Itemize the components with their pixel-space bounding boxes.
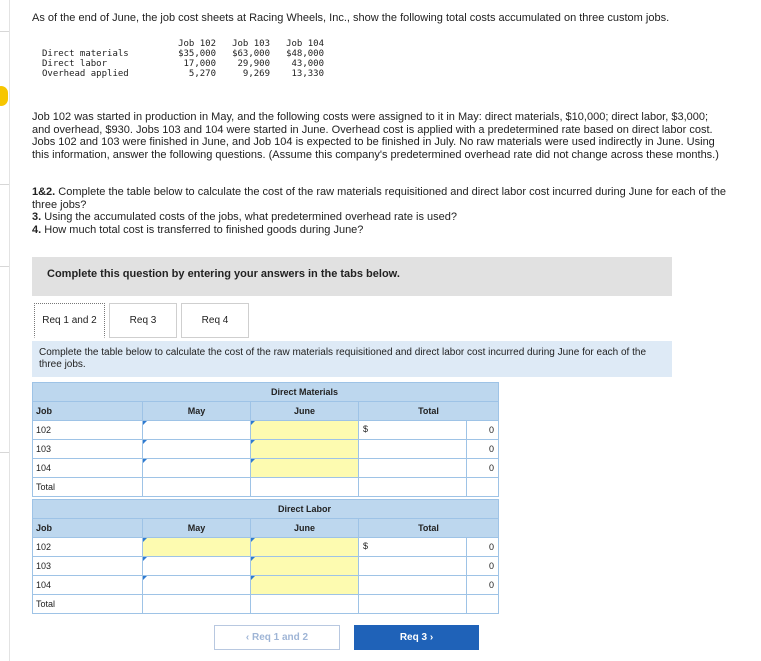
cost-col-header: Job 104 <box>286 39 324 49</box>
chevron-right-icon: › <box>429 632 434 643</box>
total-cell <box>359 576 467 595</box>
col-header-job: Job <box>33 519 143 538</box>
may-input[interactable] <box>143 459 251 478</box>
cost-value: $35,000 <box>178 49 216 59</box>
cost-col-header: Job 102 <box>178 39 216 49</box>
cost-table-row <box>42 59 324 69</box>
section-header-row <box>33 500 499 519</box>
total-value: 0 <box>467 440 499 459</box>
col-header-june: June <box>251 519 359 538</box>
column-header-row <box>33 402 499 421</box>
cost-value: 5,270 <box>188 69 216 79</box>
cost-row-label: Direct labor <box>42 59 108 69</box>
dollar-sign: $ <box>363 424 369 434</box>
total-value <box>467 595 499 614</box>
cost-table-header-row <box>42 39 324 49</box>
total-value: 0 <box>467 538 499 557</box>
table-row <box>33 459 499 478</box>
col-header-may: May <box>143 402 251 421</box>
cost-value: 13,330 <box>291 69 324 79</box>
direct-labor-table <box>32 499 499 614</box>
tab-instruction-box <box>32 341 672 377</box>
cost-row-label: Direct materials <box>42 49 129 59</box>
job-label: 103 <box>33 557 143 576</box>
june-input[interactable] <box>251 440 359 459</box>
total-value: 0 <box>467 459 499 478</box>
total-cell <box>359 421 467 440</box>
col-header-june: June <box>251 402 359 421</box>
tab-req-1-and-2[interactable]: Req 1 and 2 <box>34 303 105 338</box>
june-total <box>251 595 359 614</box>
section-title: Direct Labor <box>143 500 467 519</box>
col-header-may: May <box>143 519 251 538</box>
may-input[interactable] <box>143 421 251 440</box>
total-value: 0 <box>467 576 499 595</box>
cost-value: $48,000 <box>286 49 324 59</box>
table-row <box>33 440 499 459</box>
table-row <box>33 576 499 595</box>
question-4: 4. How much total cost is transferred to finished goods during June? <box>32 223 364 236</box>
question-3: 3. Using the accumulated costs of the jobs, what predetermined overhead rate is used? <box>32 211 457 223</box>
may-total <box>143 478 251 497</box>
cost-value: 29,900 <box>237 59 270 69</box>
total-cell <box>359 459 467 478</box>
questions-block <box>32 186 727 236</box>
job-label: Total <box>33 478 143 497</box>
cost-col-header: Job 103 <box>232 39 270 49</box>
margin-tick <box>0 184 9 185</box>
table-row <box>33 557 499 576</box>
section-header-row <box>33 383 499 402</box>
section-title: Direct Materials <box>143 383 467 402</box>
problem-paragraph: Job 102 was started in production in May, and the following costs were assigned to it in May: direct materials, $10,000; direct labor, $3,000; and overhead, $930. Jobs 103 and 104 were started in June. Overhead cost is applied with a predetermined rate based on direct labor cost. Jobs 102 and 103 were finished in June, and Job 104 is expected to be finished in July. No raw materials were used indirectly in June. Using this information, answer the following questions. (Assume this company's predetermined overhead rate did not change across these months.) <box>32 111 719 161</box>
may-input[interactable] <box>143 440 251 459</box>
job-label: 102 <box>33 421 143 440</box>
june-input[interactable] <box>251 576 359 595</box>
chevron-left-icon: ‹ <box>245 632 250 643</box>
instructions-banner <box>32 257 672 296</box>
column-header-row <box>33 519 499 538</box>
cost-table-row <box>42 49 324 59</box>
june-input[interactable] <box>251 538 359 557</box>
total-cell <box>359 595 467 614</box>
table-row <box>33 421 499 440</box>
tab-req-4[interactable]: Req 4 <box>181 303 249 338</box>
next-button[interactable] <box>354 625 479 650</box>
june-input[interactable] <box>251 557 359 576</box>
may-input[interactable] <box>143 538 251 557</box>
june-input[interactable] <box>251 421 359 440</box>
table-total-row <box>33 478 499 497</box>
tab-req-3[interactable]: Req 3 <box>109 303 177 338</box>
total-value <box>467 478 499 497</box>
margin-tick <box>0 31 9 32</box>
total-value: 0 <box>467 421 499 440</box>
prev-button-label: Req 1 and 2 <box>251 632 309 643</box>
total-value: 0 <box>467 557 499 576</box>
cost-value: 43,000 <box>291 59 324 69</box>
banner-text: Complete this question by entering your answers in the tabs below. <box>47 268 400 280</box>
total-cell <box>359 538 467 557</box>
tab-instruction-text: Complete the table below to calculate the cost of the raw materials requisitioned and direct labor cost incurred during June for each of the three jobs. <box>39 347 647 370</box>
cost-value: $63,000 <box>232 49 270 59</box>
job-label: 104 <box>33 459 143 478</box>
cost-value: 9,269 <box>242 69 270 79</box>
margin-tick <box>0 266 9 267</box>
total-cell <box>359 557 467 576</box>
table-row <box>33 538 499 557</box>
cost-table-row <box>42 69 324 79</box>
june-total <box>251 478 359 497</box>
direct-materials-table <box>32 382 499 497</box>
job-label: Total <box>33 595 143 614</box>
prev-button[interactable] <box>214 625 340 650</box>
cost-value: 17,000 <box>183 59 216 69</box>
job-label: 104 <box>33 576 143 595</box>
may-input[interactable] <box>143 557 251 576</box>
col-header-job: Job <box>33 402 143 421</box>
intro-text: As of the end of June, the job cost sheets at Racing Wheels, Inc., show the following total costs accumulated on three custom jobs. <box>32 12 670 24</box>
col-header-total: Total <box>359 402 499 421</box>
table-total-row <box>33 595 499 614</box>
job-label: 102 <box>33 538 143 557</box>
next-button-label: Req 3 <box>399 632 428 643</box>
job-label: 103 <box>33 440 143 459</box>
total-cell <box>359 478 467 497</box>
may-total <box>143 595 251 614</box>
total-cell <box>359 440 467 459</box>
june-input[interactable] <box>251 459 359 478</box>
may-input[interactable] <box>143 576 251 595</box>
job-cost-summary-table <box>42 39 324 79</box>
question-1-2: 1&2. Complete the table below to calculate the cost of the raw materials requisitioned and direct labor cost incurred during June for each of the three jobs? <box>32 186 727 211</box>
dollar-sign: $ <box>363 541 369 551</box>
cost-row-label: Overhead applied <box>42 69 129 79</box>
col-header-total: Total <box>359 519 499 538</box>
margin-tick <box>0 452 9 453</box>
